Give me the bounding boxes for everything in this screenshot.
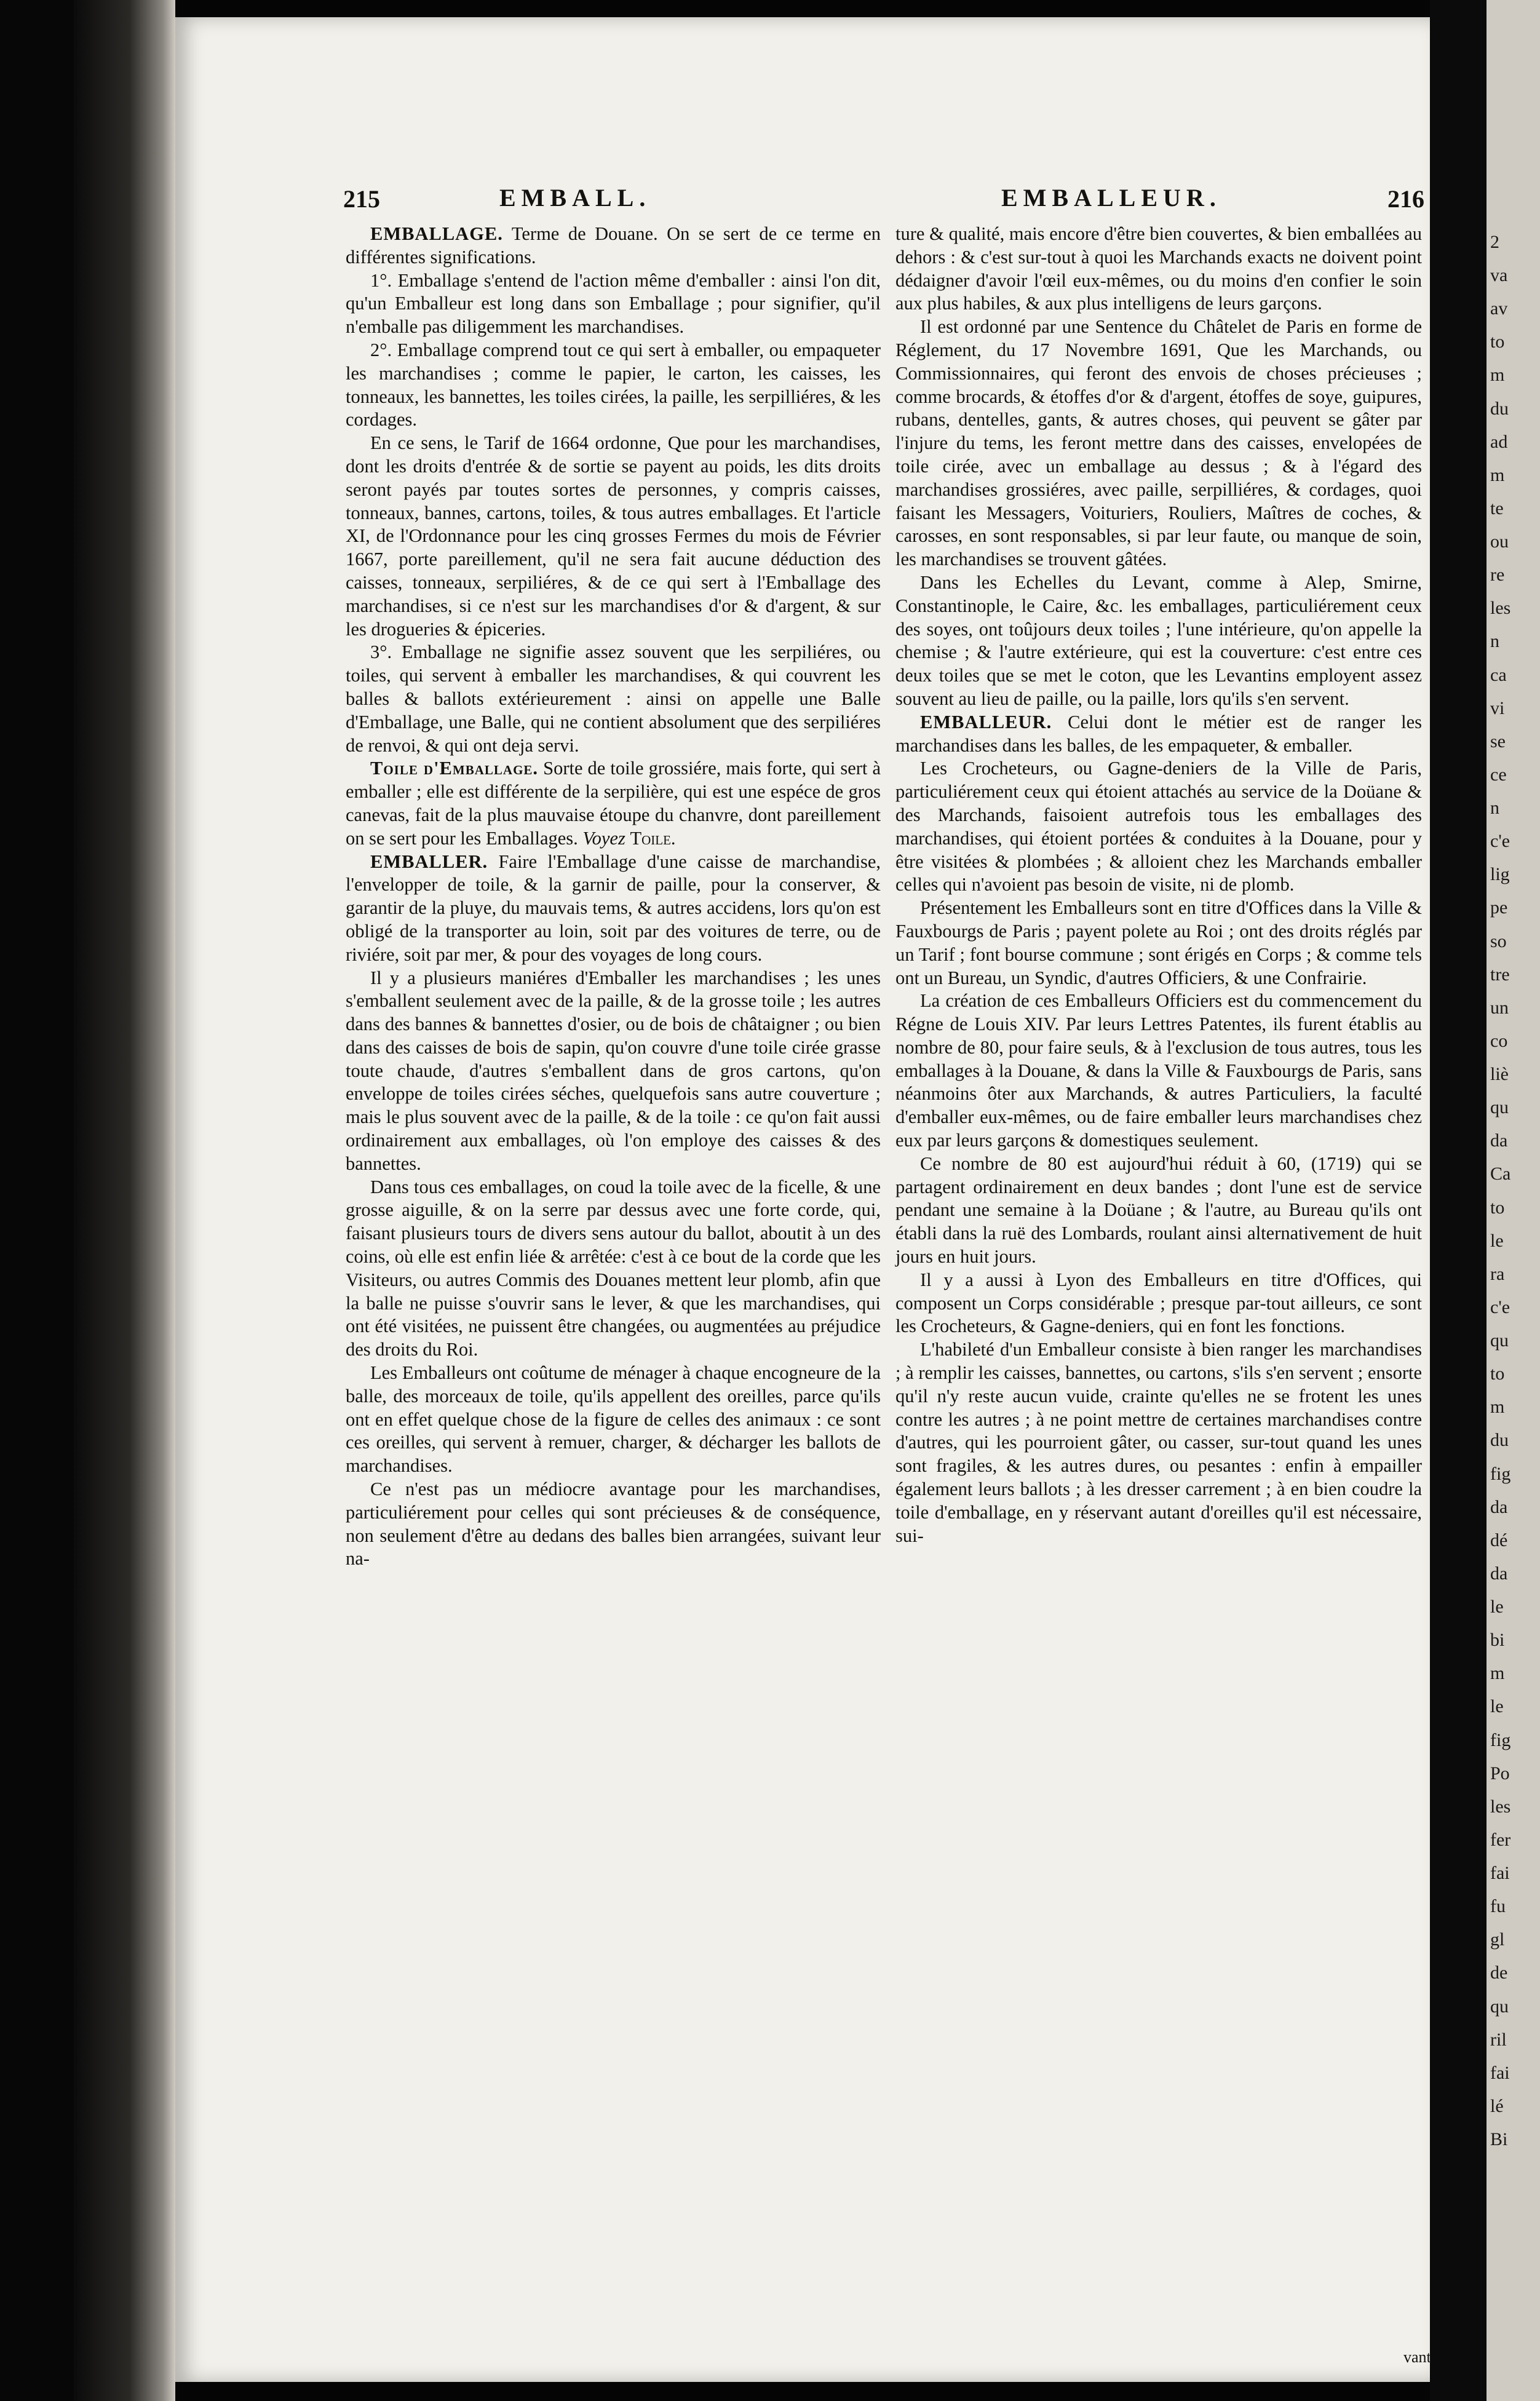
paragraph-text: Les Emballeurs ont coûtume de ménager à chaque encogneure de la balle, des morceaux de toile, qu'ils appellent des oreilles, parce qu'ils ont en effet quelque chose de la figure de celles des animaux : ce sont ces oreilles, qui servent à remuer, charger, & décharger les ballots de marchandises. xyxy=(346,1362,881,1477)
paragraph xyxy=(346,757,881,850)
paragraph-text: La création de ces Emballeurs Officiers est du commencement du Régne de Louis XIV. Par leurs Lettres Patentes, ils furent établis au nombre de 80, pour faire seuls, & à l'exclusion de tous autres, tous les emballages à la Douane, & dans la Ville & Fauxbourgs de Paris, sans néanmoins ôter aux Marchands, & autres Particuliers, la faculté d'emballer eux-mêmes, ou de faire emballer leurs marchandises chez eux par leurs garçons & domestiques seulement. xyxy=(895,990,1422,1151)
next-page-text-fragment: du xyxy=(1490,1430,1509,1450)
paragraph xyxy=(895,757,1422,897)
next-page-text-fragment: du xyxy=(1490,399,1509,419)
next-page-text-fragment: m xyxy=(1490,365,1505,385)
left-running-head: EMBALL. xyxy=(499,184,651,212)
next-page-text-fragment: m xyxy=(1490,1397,1505,1417)
left-text-column xyxy=(346,223,881,1571)
paragraph-text: L'habileté d'un Emballeur consiste à bien ranger les marchandises ; à remplir les caisses, bannettes, ou cartons, s'ils s'en servent ; ensorte qu'il n'y reste aucun vuide, crainte qu'elles ne se frotent les unes contre les autres ; à ne point mettre de certaines marchandises contre d'autres, qui les pourroient gâter, ou casser, sur-tout quand les unes sont fragiles, & les autres dures, ou pesantes : enfin à empailler également leurs ballots ; à les dresser carrement ; à en bien coudre la toile d'emballage, en y réservant autant d'oreilles qu'il est nécessaire, sui- xyxy=(895,1339,1422,1546)
paragraph-text: Dans les Echelles du Levant, comme à Alep, Smirne, Constantinople, le Caire, &c. les emballages, particuliérement ceux des soyes, ont toûjours deux toiles ; l'une intérieure, qu'on appelle la chemise ; & l'autre extérieure, qui est la couverture: c'est entre ces deux toiles que se met le coton, que les Levantins employent assez souvent au lieu de paille, ou la paille, lors qu'ils s'en servent. xyxy=(895,571,1422,709)
next-page-text-fragment: les xyxy=(1490,1796,1511,1817)
next-page-text-fragment: le xyxy=(1490,1231,1504,1251)
next-page-text-fragment: da xyxy=(1490,1563,1508,1584)
paragraph xyxy=(895,1153,1422,1269)
next-page-text-fragment: da xyxy=(1490,1497,1508,1517)
next-page-text-fragment: ce xyxy=(1490,764,1507,785)
next-page-text-fragment: fig xyxy=(1490,1730,1511,1750)
paragraph xyxy=(346,432,881,641)
next-page-text-fragment: le xyxy=(1490,1597,1504,1617)
next-page-text-fragment: re xyxy=(1490,565,1505,585)
next-page-text-fragment: Bi xyxy=(1490,2129,1508,2149)
next-page-text-fragment: ca xyxy=(1490,665,1507,685)
next-page-text-fragment: le xyxy=(1490,1696,1504,1716)
next-page-text-fragment: ou xyxy=(1490,531,1509,552)
next-page-text-fragment: da xyxy=(1490,1130,1508,1151)
next-page-text-fragment: ril xyxy=(1490,2030,1507,2050)
paragraph-text: Il est ordonné par une Sentence du Châtelet de Paris en forme de Réglement, du 17 Novembre 1691, Que les Marchands, ou Commissionnaires, qui feront des envois de choses précieuses ; comme brocards, & étoffes d'or & d'argent, étoffes de soye, guipures, rubans, dentelles, gants, & autres choses, qui peuvent se gâter par l'injure du tems, les feront mettre dans des caisses, envelopées de toile cirée, avec un emballage au dessus ; & à l'égard des marchandises grossiéres, avec paille, serpilliéres, & cordages, quoi faisant les Messagers, Voituriers, Rouliers, Maîtres de coches, & carosses, en sont responsables, si par leur faute, ou manque de soin, les marchandises se trouvent gâtées. xyxy=(895,316,1422,570)
next-page-text-fragment: Po xyxy=(1490,1763,1510,1784)
paragraph xyxy=(346,1478,881,1571)
next-page-text-fragment: pe xyxy=(1490,897,1508,918)
paragraph xyxy=(346,269,881,339)
paragraph xyxy=(895,571,1422,711)
paragraph-text: Terme de Douane. On se sert de ce terme en différentes significations. xyxy=(346,223,881,268)
right-running-head: EMBALLEUR. xyxy=(1001,184,1221,212)
next-page-text-fragment: vi xyxy=(1490,698,1505,718)
next-page-text-fragment: ad xyxy=(1490,432,1508,452)
book-gutter xyxy=(74,0,175,2401)
paragraph-text: Il y a aussi à Lyon des Emballeurs en titre d'Offices, qui composent un Corps considérable ; presque par-tout ailleurs, ce sont les Crocheteurs, & Gagne-deniers, qui en font les fonctions. xyxy=(895,1269,1422,1337)
paragraph xyxy=(895,1269,1422,1338)
right-page-number: 216 xyxy=(1387,185,1424,213)
catchword: vant xyxy=(1403,2348,1431,2366)
paragraph-text: Celui dont le métier est de ranger les marchandises dans les balles, de les empaqueter, & emballer. xyxy=(895,711,1422,756)
next-page-text-fragment: 2 xyxy=(1490,232,1499,252)
paragraph-text: 1°. Emballage s'entend de l'action même d'emballer : ainsi l'on dit, qu'un Emballeur est long dans son Emballage ; pour signifier, qu'il n'emballe pas diligemment les marchandises. xyxy=(346,269,881,338)
next-page-text-fragment: bi xyxy=(1490,1630,1505,1650)
next-page-text-fragment: fai xyxy=(1490,2063,1510,2083)
cross-reference-term: Toile. xyxy=(630,827,676,849)
next-page-text-fragment: gl xyxy=(1490,1929,1505,1950)
next-page-text-fragment: to xyxy=(1490,1197,1505,1218)
paragraph xyxy=(346,1362,881,1478)
next-page-text-fragment: fig xyxy=(1490,1464,1511,1484)
next-page-text-fragment: de xyxy=(1490,1962,1508,1983)
next-page-text-fragment: av xyxy=(1490,298,1508,319)
paragraph-text: 2°. Emballage comprend tout ce qui sert à emballer, ou empaqueter les marchandises ; comme le papier, le carton, les caisses, les tonneaux, les bannettes, les toiles cirées, la paille, les serpilliéres, & les cordages. xyxy=(346,339,881,431)
paragraph xyxy=(895,223,1422,316)
next-page-text-fragment: te xyxy=(1490,498,1504,518)
next-page-text-fragment: va xyxy=(1490,265,1508,285)
next-page-text-fragment: lig xyxy=(1490,864,1510,884)
entry-headword: Toile d'Emballage. xyxy=(370,758,539,779)
page-edge-gap xyxy=(1430,0,1486,2401)
next-page-text-fragment: n xyxy=(1490,798,1499,818)
next-page-text-fragment: so xyxy=(1490,931,1507,951)
next-page-text-fragment: co xyxy=(1490,1031,1508,1051)
next-page-text-fragment: fer xyxy=(1490,1830,1511,1850)
cross-reference-see: Voyez xyxy=(582,827,625,849)
paragraph-text: Sorte de toile grossiére, mais forte, qui sert à emballer ; elle est différente de la serpilière, qui est une espéce de gros canevas, fait de la plus mauvaise étoupe du chanvre, dont pareillement on se sert pour les Emballages. xyxy=(346,758,881,849)
next-page-text-fragment: c'e xyxy=(1490,831,1510,851)
next-page-text-fragment: les xyxy=(1490,598,1511,618)
next-page-text-fragment: tre xyxy=(1490,964,1510,985)
paragraph xyxy=(346,339,881,432)
entry-headword: EMBALLAGE. xyxy=(370,223,503,244)
paragraph xyxy=(895,711,1422,758)
next-page-sliver xyxy=(1486,0,1540,2401)
next-page-text-fragment: un xyxy=(1490,998,1509,1018)
left-page-number: 215 xyxy=(343,185,380,213)
next-page-text-fragment: to xyxy=(1490,1363,1505,1384)
next-page-text-fragment: fai xyxy=(1490,1863,1510,1883)
next-page-text-fragment: m xyxy=(1490,1663,1505,1683)
paragraph-text: En ce sens, le Tarif de 1664 ordonne, Que pour les marchandises, dont les droits d'entrée & de sortie se payent au poids, les dits droits seront payés par toutes sortes de personnes, y compris caisses, tonneaux, bannes, cartons, toiles, & tous autres emballages. Et l'article XI, de l'Ordonnance pour les cinq grosses Fermes du mois de Février 1667, porte pareillement, qu'il ne sera fait aucune déduction des caisses, tonneaux, serpiliéres, & de ce qui sert à l'Emballage des marchandises, si ce n'est sur les marchandises d'or & d'argent, & sur les drogueries & épiceries. xyxy=(346,432,881,640)
paragraph xyxy=(346,851,881,967)
paragraph xyxy=(346,967,881,1176)
next-page-text-fragment: ra xyxy=(1490,1264,1505,1284)
next-page-text-fragment: Ca xyxy=(1490,1164,1511,1184)
next-page-text-fragment: dé xyxy=(1490,1530,1508,1550)
paragraph-text: Ce n'est pas un médiocre avantage pour les marchandises, particuliérement pour celles qui sont précieuses & de conséquence, non seulement d'être au dedans des balles bien arrangées, suivant leur na- xyxy=(346,1478,881,1570)
next-page-text-fragment: liè xyxy=(1490,1064,1509,1084)
paragraph xyxy=(346,641,881,757)
next-page-text-fragment: c'e xyxy=(1490,1297,1510,1317)
next-page-text-fragment: qu xyxy=(1490,1097,1509,1117)
right-text-column xyxy=(895,223,1422,1547)
paragraph xyxy=(346,1176,881,1362)
paragraph xyxy=(895,1338,1422,1547)
paragraph-text: Ce nombre de 80 est aujourd'hui réduit à 60, (1719) qui se partagent ordinairement en deux bandes ; dont l'une est de service pendant une semaine à la Doüane ; & l'autre, au Bureau qu'ils ont établi dans la ruë des Lombards, roulant ainsi alternativement de huit jours en huit jours. xyxy=(895,1153,1422,1268)
next-page-text-fragment: qu xyxy=(1490,1330,1509,1351)
paragraph-text: ture & qualité, mais encore d'être bien couvertes, & bien emballées au dehors : & c'est sur-tout à quoi les Marchands exacts ne doivent point dédaigner d'avoir l'œil eux-mêmes, ou du moins d'en confier le soin aux plus habiles, & aux plus intelligens de leurs garçons. xyxy=(895,223,1422,314)
next-page-text-fragment: qu xyxy=(1490,1996,1509,2017)
paragraph-text: Faire l'Emballage d'une caisse de marchandise, l'envelopper de toile, & la garnir de paille, pour la conserver, & garantir de la pluye, du mauvais tems, & autres accidens, lors qu'on est obligé de la transporter au loin, soit par des voitures de terre, ou de riviére, soit par mer, & pour des voyages de long cours. xyxy=(346,851,881,965)
paragraph xyxy=(346,223,881,269)
next-page-text-fragment: to xyxy=(1490,331,1505,352)
next-page-text-fragment: lé xyxy=(1490,2096,1504,2116)
paragraph xyxy=(895,316,1422,571)
paragraph xyxy=(895,897,1422,990)
paragraph-text: Dans tous ces emballages, on coud la toile avec de la ficelle, & une grosse aiguille, & on la serre par dessus avec une forte corde, qui, faisant plusieurs tours de divers sens autour du ballot, aboutit à un des coins, où elle est enfin liée & arrêtée: c'est à ce bout de la corde que les Visiteurs, ou autres Commis des Douanes mettent leur plomb, afin que la balle ne puisse s'ouvrir sans le lever, & que les marchandises, qui ont été visitées, ne puissent être changées, ou augmentées au préjudice des droits du Roi. xyxy=(346,1176,881,1360)
entry-headword: EMBALLER. xyxy=(370,851,488,872)
next-page-text-fragment: n xyxy=(1490,631,1499,651)
paragraph-text: Il y a plusieurs maniéres d'Emballer les marchandises ; les unes s'emballent seulement avec de la paille, & de la grosse toile ; les autres dans des bannes & bannettes d'osier, ou de bois de châtaigner ; ou bien dans des caisses de bois de sapin, qu'on couvre d'une toile cirée grasse toute chaude, d'autres s'emballent dans de gros cartons, qu'on enveloppe de toiles cirées séches, quelquefois sans autre couverture ; mais le plus souvent avec de la paille, & de la toile : ce qu'on fait aussi ordinairement aux emballages, où l'on employe des caisses & des bannettes. xyxy=(346,967,881,1174)
next-page-text-fragment: fu xyxy=(1490,1896,1506,1916)
paragraph-text: 3°. Emballage ne signifie assez souvent que les serpiliéres, ou toiles, qui servent à emballer les marchandises, & qui couvrent les balles & ballots extérieurement : ainsi on appelle une Balle d'Emballage, une Balle, qui ne contient absolument que des serpiliéres de renvoi, & qui ont deja servi. xyxy=(346,641,881,756)
paragraph-text: Les Crocheteurs, ou Gagne-deniers de la Ville de Paris, particuliérement ceux qui étoient attachés au service de la Doüane & des Marchands, faisoient autrefois tous les emballages des marchandises, qui étoient portées & conduites à la Douane, pour y être visitées & plombées ; & alloient chez les Marchands emballer celles qui n'avoient pas besoin de visite, ni de plomb. xyxy=(895,758,1422,895)
paragraph-text: Présentement les Emballeurs sont en titre d'Offices dans la Ville & Fauxbourgs de Paris ; payent polete au Roi ; ont des droits réglés par un Tarif ; font bourse commune ; sont érigés en Corps ; & comme tels ont un Bureau, un Syndic, d'autres Officiers, & une Confrairie. xyxy=(895,897,1422,988)
scan-left-border xyxy=(0,0,74,2401)
paragraph xyxy=(895,990,1422,1153)
next-page-text-fragment: se xyxy=(1490,731,1506,752)
entry-headword: EMBALLEUR. xyxy=(920,711,1052,732)
next-page-text-fragment: m xyxy=(1490,465,1505,485)
